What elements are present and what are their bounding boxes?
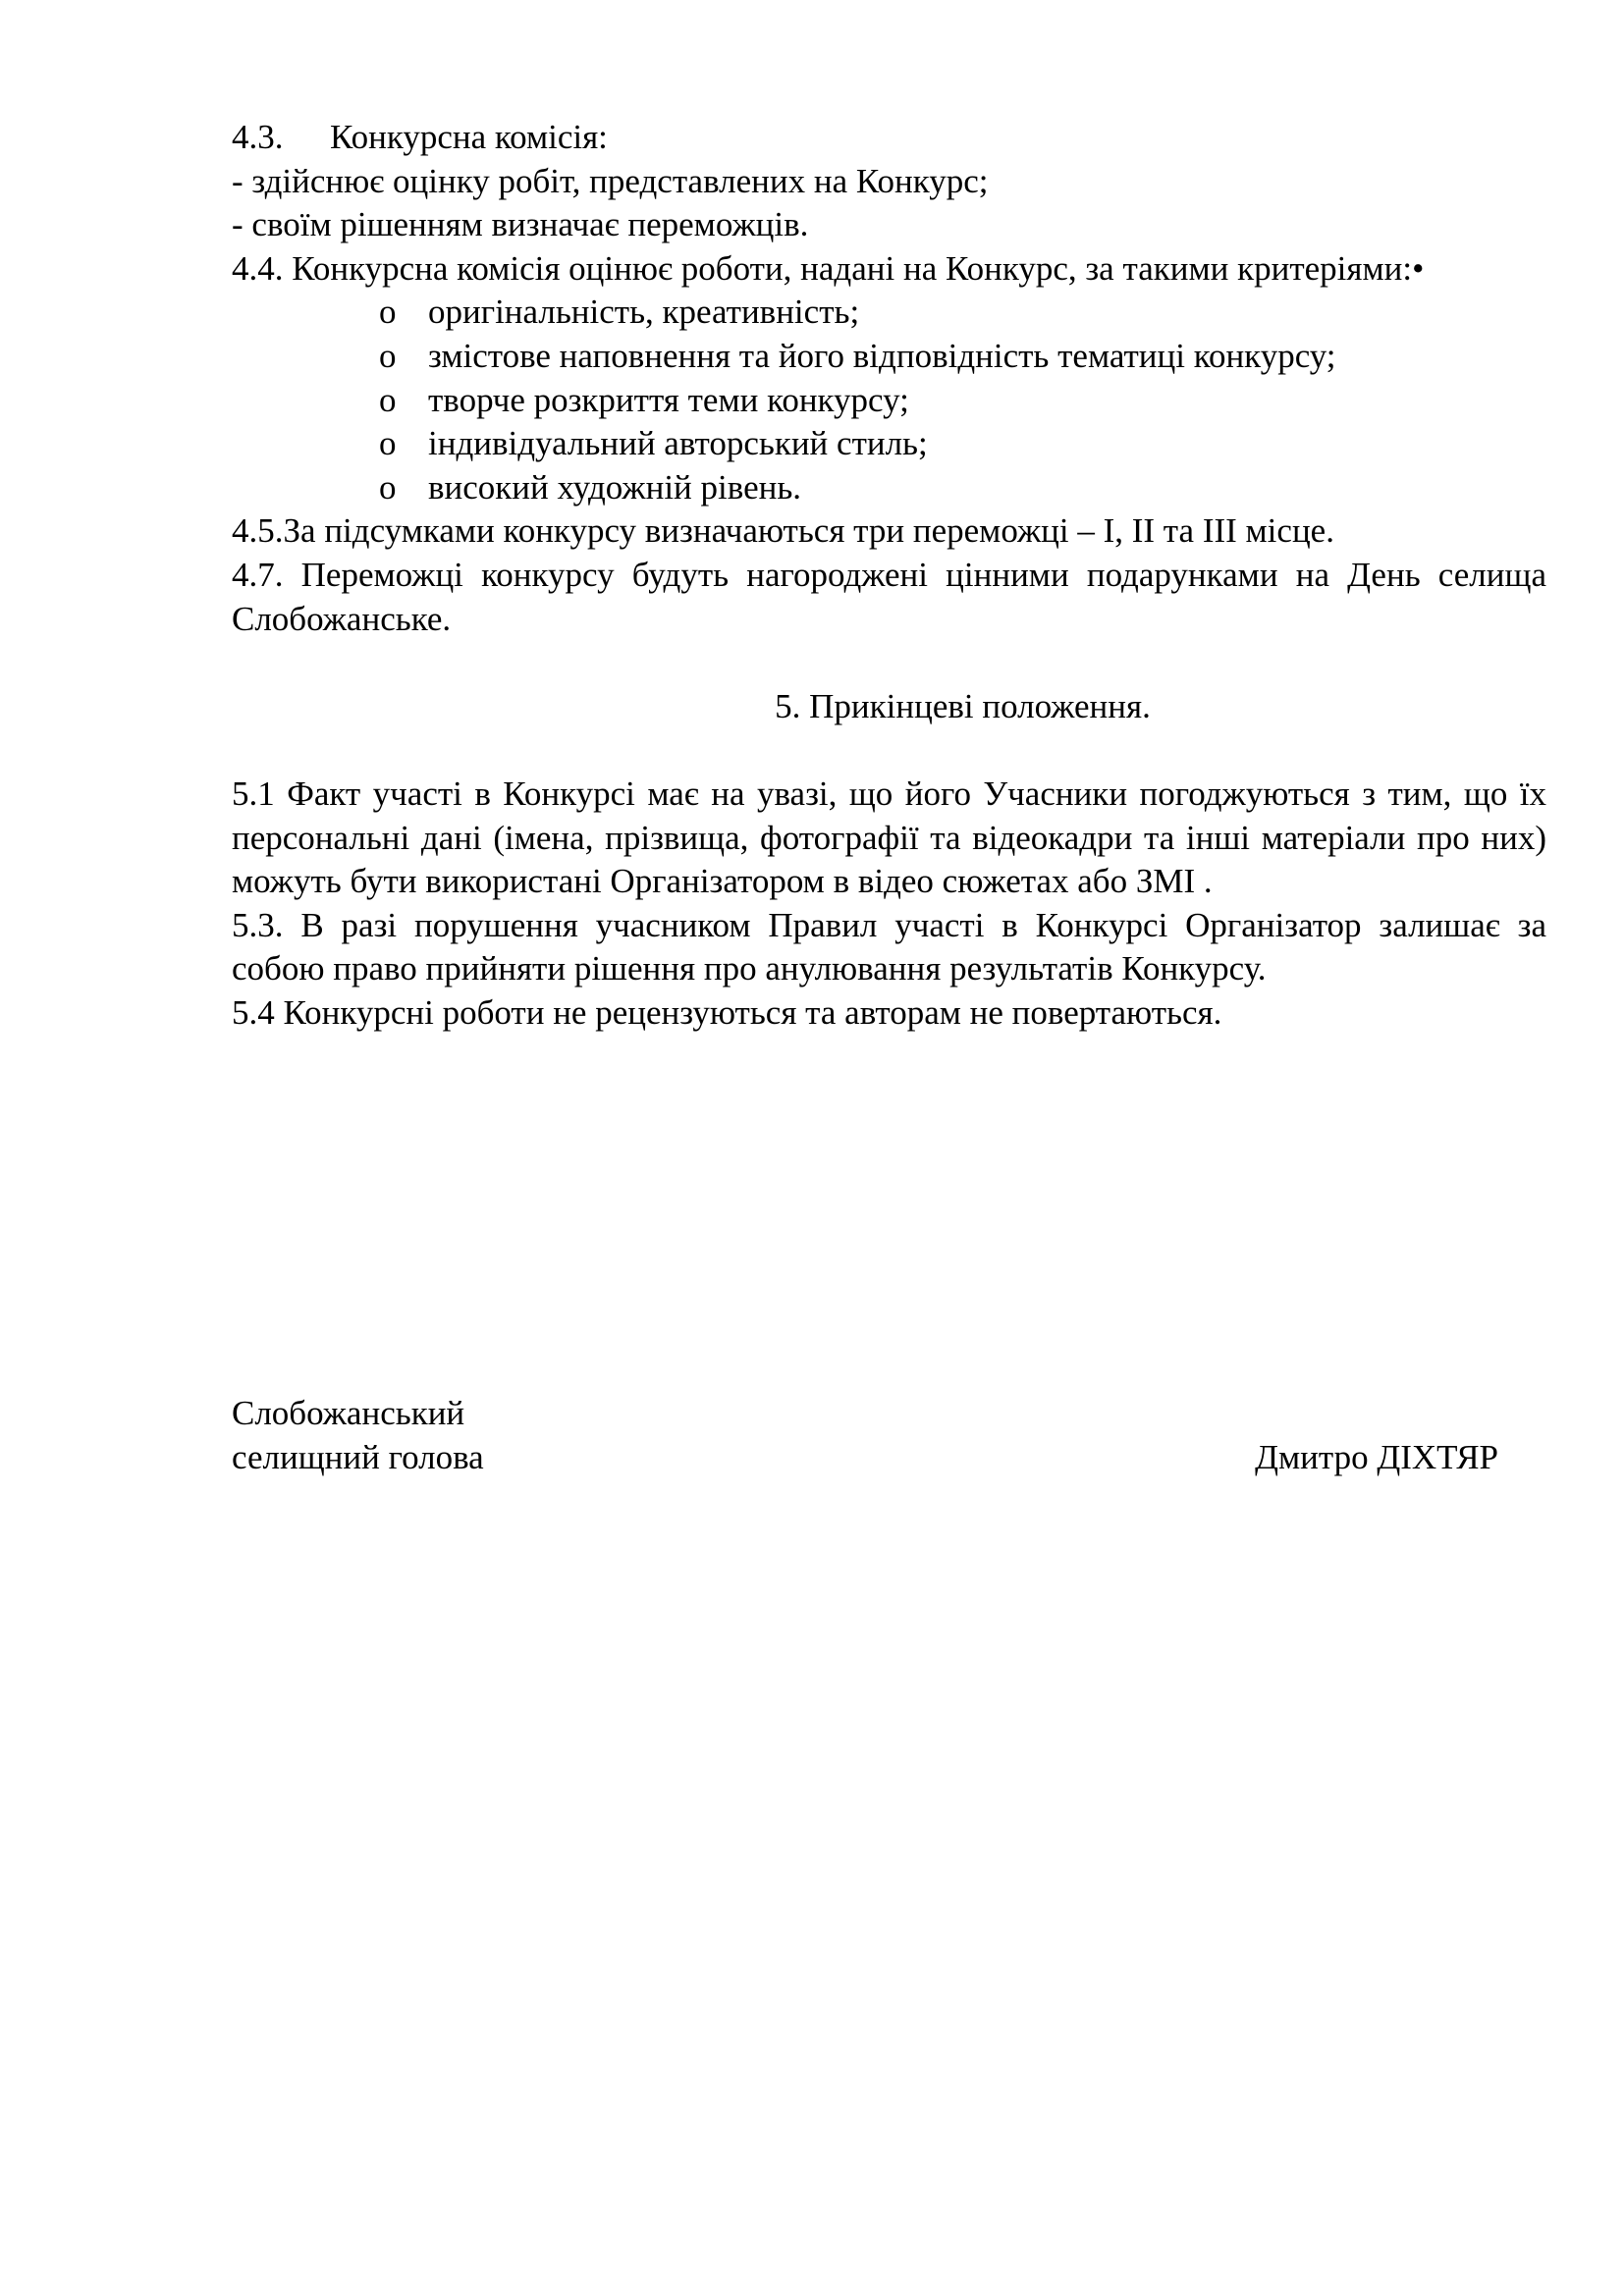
item-4-5-paragraph: 4.5.За підсумками конкурсу визначаються три переможці – I, II та III місце. [232,511,1334,551]
item-5-1-paragraph: 5.1 Факт участі в Конкурсі має на увазі, що його Учасники погоджуються з тим, що їх персональні дані (імена, прізвища, фотографії та відеокадри та інші матеріали про них) можуть бути використані Організатором в відео сюжетах або ЗМІ . [232,774,1546,901]
item-5-4-paragraph: 5.4 Конкурсні роботи не рецензуються та авторам не повертаються. [232,992,1222,1032]
list-bullet-icon: o [379,380,397,419]
criteria-item [232,379,1546,423]
criteria-item [232,466,1546,510]
criteria-item [232,335,1546,379]
item-4-7-paragraph: 4.7. Переможці конкурсу будуть нагороджені цінними подарунками на День селища Слобожанське. [232,555,1546,638]
criteria-item [232,422,1546,466]
signatory-name: Дмитро ДІХТЯР [1255,1437,1498,1476]
item-4-3-duty-1: - здійснює оцінку робіт, представлених на Конкурс; [232,161,989,200]
list-bullet-icon: o [379,467,397,507]
item-4-3-number: 4.3. [232,118,284,156]
item-4-3-title: Конкурсна комісія: [330,118,608,156]
criteria-text: високий художній рівень. [428,467,802,507]
item-4-3-heading [232,116,1546,160]
signatory-position-line-1: Слобожанський [232,1394,465,1432]
document-body [232,116,1546,1035]
list-bullet-icon: o [379,336,397,375]
criteria-item [232,291,1546,335]
item-4-3-duty-2: - своїм рішенням визначає переможців. [232,205,809,244]
list-bullet-icon: o [379,424,397,463]
criteria-text: оригінальність, креативність; [428,293,860,332]
criteria-text: індивідуальний авторський стиль; [428,424,928,463]
criteria-text: творче розкриття теми конкурсу; [428,380,909,419]
item-4-4-paragraph: 4.4. Конкурсна комісія оцінює роботи, надані на Конкурс, за такими критеріями:• [232,248,1425,288]
list-bullet-icon: o [379,293,397,332]
criteria-text: змістове наповнення та його відповідність тематиці конкурсу; [428,336,1336,375]
criteria-list [232,291,1546,509]
signatory-position-line-2: селищний голова [232,1437,484,1476]
signature-block [232,1392,1498,1479]
item-5-3-paragraph: 5.3. В разі порушення учасником Правил участі в Конкурсі Організатор залишає за собою право прийняти рішення про анулювання результатів Конкурсу. [232,905,1546,988]
section-5-title: 5. Прикінцеві положення. [775,686,1151,725]
